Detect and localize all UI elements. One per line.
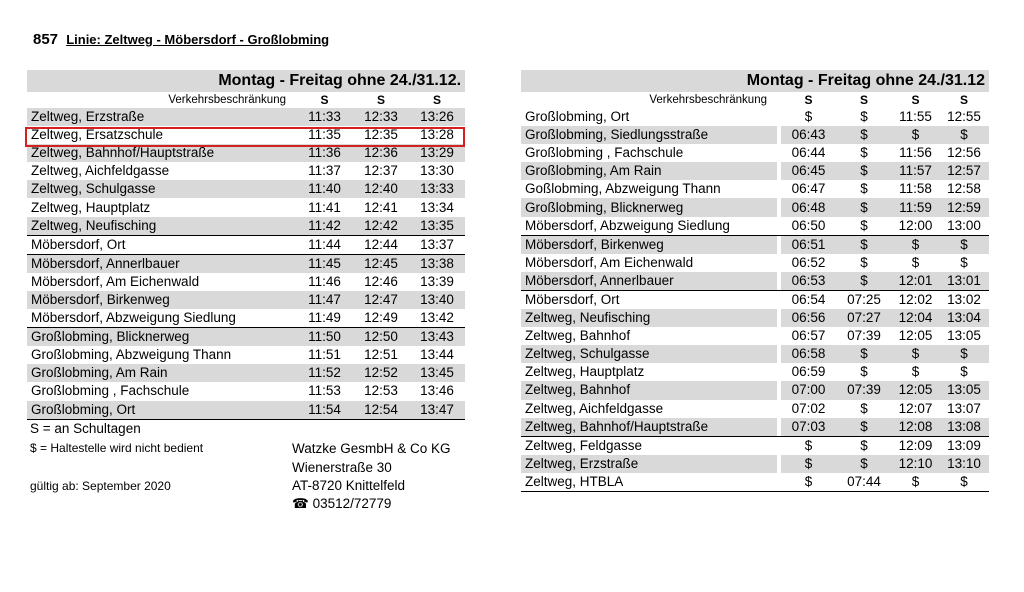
stop-name: Großlobming, Blicknerweg <box>521 198 777 216</box>
departure-time: 06:50 <box>791 217 826 233</box>
table-row <box>27 291 465 309</box>
departure-time: $ <box>911 364 920 380</box>
table-row <box>521 254 989 272</box>
departure-time: 12:57 <box>939 162 989 180</box>
departure-time: 13:28 <box>420 127 454 143</box>
table-row <box>521 436 989 455</box>
table-row <box>27 235 465 254</box>
departure-time: $ <box>781 455 836 473</box>
departure-time: 13:02 <box>939 290 989 309</box>
telephone-icon: ☎ <box>292 496 309 511</box>
departure-time: 11:53 <box>308 383 341 399</box>
departure-time: $ <box>860 364 868 380</box>
departure-time: $ <box>892 473 939 492</box>
departure-time: 06:47 <box>791 181 826 197</box>
table-row <box>521 235 989 254</box>
table-row <box>27 162 465 180</box>
departure-time: $ <box>860 217 868 233</box>
departure-time: 13:05 <box>939 381 989 399</box>
departure-time: $ <box>892 126 939 144</box>
departure-time: 11:56 <box>899 145 932 161</box>
departure-time: 13:44 <box>420 347 454 363</box>
departure-time: 13:33 <box>409 180 465 198</box>
departure-time: $ <box>939 473 989 492</box>
stop-name: Zeltweg, Hauptplatz <box>525 364 645 380</box>
departure-time: 06:53 <box>781 272 836 291</box>
departure-time: 13:45 <box>409 364 465 382</box>
table-row <box>521 217 989 236</box>
table-row <box>521 290 989 309</box>
table-row <box>27 364 465 382</box>
table-row <box>521 327 989 345</box>
table-row <box>521 345 989 363</box>
stop-name: Großlobming, Blicknerweg <box>27 328 296 347</box>
departure-time: $ <box>911 254 920 270</box>
timetable-right <box>521 70 989 492</box>
departure-time: 11:55 <box>899 109 932 125</box>
table-row <box>521 400 989 418</box>
departure-time: 11:36 <box>296 144 353 162</box>
table-row <box>27 108 465 126</box>
table-row <box>27 180 465 198</box>
stop-name: Möbersdorf, Am Eichenwald <box>31 273 200 289</box>
departure-time: 12:40 <box>353 180 409 198</box>
stop-name: Zeltweg, Aichfeldgasse <box>31 163 170 179</box>
departure-time: 13:38 <box>409 254 465 273</box>
departure-time: 07:03 <box>781 418 836 437</box>
table-row <box>27 309 465 328</box>
company-phone: 03512/72779 <box>312 496 392 511</box>
departure-time: $ <box>892 345 939 363</box>
departure-time: 13:42 <box>420 310 454 326</box>
departure-time: 11:35 <box>308 127 341 143</box>
departure-time: 12:02 <box>892 290 939 309</box>
departure-time: 12:33 <box>353 108 409 126</box>
table-row <box>521 108 989 126</box>
stop-name: Zeltweg, Neufisching <box>521 309 777 327</box>
departure-time: 13:05 <box>947 328 981 344</box>
departure-time: 07:44 <box>836 473 892 492</box>
departure-time: $ <box>836 345 892 363</box>
table-row <box>27 217 465 236</box>
departure-time: 12:51 <box>364 347 398 363</box>
stop-name: Möbersdorf, Ort <box>521 290 777 309</box>
departure-time: 11:41 <box>308 199 341 215</box>
stop-name: Zeltweg, Erzstraße <box>521 455 777 473</box>
departure-time: 12:56 <box>947 145 981 161</box>
departure-time: 06:54 <box>781 290 836 309</box>
departure-time: 12:42 <box>353 217 409 236</box>
table-row <box>521 363 989 381</box>
departure-time: $ <box>836 272 892 291</box>
restriction-code: S <box>911 93 920 107</box>
table-row <box>27 346 465 364</box>
highlight-box <box>25 127 465 147</box>
departure-time: 06:52 <box>791 254 826 270</box>
departure-time: 07:27 <box>836 309 892 327</box>
departure-time: 12:00 <box>898 217 933 233</box>
stop-name: Zeltweg, Aichfeldgasse <box>525 400 664 416</box>
restriction-label: Verkehrsbeschränkung <box>168 94 286 106</box>
table-row <box>27 401 465 420</box>
table-row <box>521 126 989 144</box>
table-row <box>27 273 465 291</box>
departure-time: $ <box>860 145 868 161</box>
departure-time: 11:33 <box>296 108 353 126</box>
departure-time: 13:35 <box>409 217 465 236</box>
note-not-served: $ = Haltestelle wird nicht bedient <box>30 441 204 455</box>
restriction-code: S <box>959 93 968 107</box>
departure-time: 11:51 <box>308 347 341 363</box>
stop-name: Zeltweg, Schulgasse <box>27 180 296 198</box>
stop-name: Großlobming, Siedlungsstraße <box>521 126 777 144</box>
departure-time: 11:44 <box>296 235 353 254</box>
stop-name: Möbersdorf, Ort <box>27 235 296 254</box>
restriction-row <box>521 92 989 108</box>
departure-time: $ <box>939 235 989 254</box>
stop-name: Zeltweg, Bahnhof/Hauptstraße <box>521 418 777 437</box>
stop-name: Großlobming, Am Rain <box>27 364 296 382</box>
departure-time: 12:08 <box>892 418 939 437</box>
departure-time: $ <box>781 436 836 455</box>
departure-time: 12:58 <box>947 181 981 197</box>
departure-time: 12:52 <box>353 364 409 382</box>
table-row <box>521 418 989 437</box>
departure-time: 12:59 <box>939 198 989 216</box>
departure-time: 12:37 <box>364 163 398 179</box>
departure-time: $ <box>781 473 836 492</box>
departure-time: $ <box>836 198 892 216</box>
note-school-days: S = an Schultagen <box>30 421 141 436</box>
table-row <box>521 455 989 473</box>
departure-time: $ <box>860 400 868 416</box>
departure-time: 12:05 <box>898 328 933 344</box>
departure-time: 12:05 <box>892 381 939 399</box>
departure-time: 13:10 <box>939 455 989 473</box>
departure-time: 13:09 <box>939 436 989 455</box>
stop-name: Zeltweg, Bahnhof/Hauptstraße <box>27 144 296 162</box>
departure-time: 13:46 <box>420 383 454 399</box>
route-line-label: Linie: Zeltweg - Möbersdorf - Großlobming <box>66 32 330 47</box>
restriction-code: S <box>320 93 329 107</box>
stop-name: Großlobming , Fachschule <box>31 383 190 399</box>
departure-time: 11:42 <box>296 217 353 236</box>
table-row <box>521 473 989 492</box>
departure-time: 07:00 <box>781 381 836 399</box>
departure-time: $ <box>804 109 813 125</box>
note-valid-from: gültig ab: September 2020 <box>30 479 171 493</box>
departure-time: 12:55 <box>947 109 981 125</box>
stop-name: Zeltweg, Schulgasse <box>521 345 777 363</box>
departure-time: $ <box>860 254 868 270</box>
departure-time: 13:30 <box>420 163 454 179</box>
departure-time: 13:39 <box>420 273 454 289</box>
departure-time: 12:07 <box>898 400 933 416</box>
route-number: 857 <box>33 31 59 48</box>
stop-name: Goßlobming, Abzweigung Thann <box>525 181 721 197</box>
restriction-code: S <box>376 93 385 107</box>
departure-time: $ <box>836 235 892 254</box>
stop-name: Großlobming, Ort <box>27 401 296 420</box>
stop-name: Möbersdorf, Abzweigung Siedlung <box>525 217 730 233</box>
company-phone-line <box>292 496 391 512</box>
departure-time: 11:47 <box>296 291 353 309</box>
departure-time: $ <box>939 345 989 363</box>
departure-time: 07:02 <box>791 400 826 416</box>
departure-time: 11:50 <box>296 328 353 347</box>
table-heading: Montag - Freitag ohne 24./31.12. <box>27 70 465 92</box>
departure-time: $ <box>960 364 968 380</box>
departure-time: $ <box>860 181 868 197</box>
departure-time: 12:01 <box>892 272 939 291</box>
departure-time: 11:37 <box>308 163 341 179</box>
departure-time: 13:04 <box>939 309 989 327</box>
departure-time: $ <box>836 455 892 473</box>
departure-time: 12:49 <box>364 310 398 326</box>
departure-time: 11:49 <box>308 310 341 326</box>
departure-time: $ <box>836 418 892 437</box>
timetable-left <box>27 70 465 420</box>
table-row <box>521 309 989 327</box>
departure-time: 13:47 <box>409 401 465 420</box>
departure-time: 11:54 <box>296 401 353 420</box>
table-row <box>521 198 989 216</box>
departure-time: 11:40 <box>296 180 353 198</box>
stop-name: Großlobming , Fachschule <box>525 145 684 161</box>
table-row <box>521 162 989 180</box>
departure-time: 13:08 <box>939 418 989 437</box>
departure-time: 06:59 <box>791 364 826 380</box>
table-row <box>521 180 989 198</box>
table-row <box>521 272 989 291</box>
departure-time: 11:58 <box>899 181 932 197</box>
departure-time: 13:26 <box>409 108 465 126</box>
departure-time: 11:59 <box>892 198 939 216</box>
departure-time: 12:10 <box>892 455 939 473</box>
departure-time: 13:40 <box>409 291 465 309</box>
departure-time: 06:44 <box>791 145 826 161</box>
stop-name: Möbersdorf, Annerlbauer <box>521 272 777 291</box>
departure-time: 12:53 <box>364 383 398 399</box>
stop-name: Großlobming, Abzweigung Thann <box>31 347 232 363</box>
departure-time: 13:34 <box>420 199 454 215</box>
stop-name: Zeltweg, Erzstraße <box>27 108 296 126</box>
departure-time: $ <box>836 162 892 180</box>
restriction-label: Verkehrsbeschränkung <box>649 94 767 106</box>
restriction-code: S <box>433 93 442 107</box>
departure-time: 06:48 <box>781 198 836 216</box>
departure-time: 13:29 <box>409 144 465 162</box>
departure-time: 06:58 <box>781 345 836 363</box>
stop-name: Möbersdorf, Birkenweg <box>521 235 777 254</box>
departure-time: $ <box>960 254 968 270</box>
stop-name: Großlobming, Am Rain <box>521 162 777 180</box>
departure-time: $ <box>939 126 989 144</box>
company-city: AT-8720 Knittelfeld <box>292 478 406 493</box>
departure-time: 12:35 <box>364 127 398 143</box>
departure-time: 13:07 <box>947 400 981 416</box>
restriction-code: S <box>859 93 868 107</box>
departure-time: 12:44 <box>353 235 409 254</box>
departure-time: 06:57 <box>791 328 826 344</box>
departure-time: 11:52 <box>296 364 353 382</box>
departure-time: 11:45 <box>296 254 353 273</box>
stop-name: Zeltweg, Ersatzschule <box>31 127 164 143</box>
departure-time: 13:43 <box>409 328 465 347</box>
stop-name: Möbersdorf, Annerlbauer <box>27 254 296 273</box>
departure-time: 07:39 <box>847 328 881 344</box>
table-row <box>521 144 989 162</box>
restriction-code: S <box>804 93 813 107</box>
departure-time: 06:56 <box>781 309 836 327</box>
stop-name: Zeltweg, HTBLA <box>521 473 777 492</box>
table-heading-row <box>521 70 989 92</box>
table-heading-row <box>27 70 465 92</box>
table-row <box>27 198 465 216</box>
restriction-row <box>27 92 465 108</box>
departure-time: 13:01 <box>939 272 989 291</box>
stop-name: Zeltweg, Feldgasse <box>521 436 777 455</box>
stop-name: Möbersdorf, Am Eichenwald <box>525 254 694 270</box>
company-street: Wienerstraße 30 <box>292 460 392 475</box>
departure-time: 07:25 <box>836 290 892 309</box>
stop-name: Zeltweg, Neufisching <box>27 217 296 236</box>
departure-time: 13:00 <box>947 217 981 233</box>
departure-time: 12:41 <box>364 199 398 215</box>
departure-time: 11:57 <box>892 162 939 180</box>
stop-name: Zeltweg, Bahnhof <box>525 328 631 344</box>
stop-name: Möbersdorf, Abzweigung Siedlung <box>31 310 236 326</box>
departure-time: 06:45 <box>781 162 836 180</box>
departure-time: $ <box>892 235 939 254</box>
table-row <box>27 382 465 400</box>
departure-time: 12:04 <box>892 309 939 327</box>
company-name: Watzke GesmbH & Co KG <box>292 441 451 456</box>
route-title <box>33 31 329 48</box>
departure-time: 12:36 <box>353 144 409 162</box>
departure-time: 12:09 <box>892 436 939 455</box>
departure-time: 06:51 <box>781 235 836 254</box>
departure-time: $ <box>836 436 892 455</box>
table-row <box>521 381 989 399</box>
departure-time: 07:39 <box>836 381 892 399</box>
departure-time: 12:47 <box>353 291 409 309</box>
departure-time: 12:46 <box>364 273 398 289</box>
departure-time: 12:45 <box>353 254 409 273</box>
departure-time: 11:46 <box>308 273 341 289</box>
stop-name: Möbersdorf, Birkenweg <box>27 291 296 309</box>
departure-time: 13:37 <box>409 235 465 254</box>
stop-name: Großlobming, Ort <box>525 109 630 125</box>
table-heading: Montag - Freitag ohne 24./31.12 <box>521 70 989 92</box>
table-row <box>27 254 465 273</box>
stop-name: Zeltweg, Bahnhof <box>521 381 777 399</box>
departure-time: 06:43 <box>781 126 836 144</box>
departure-time: $ <box>860 109 868 125</box>
departure-time: 12:54 <box>353 401 409 420</box>
table-row <box>27 328 465 347</box>
departure-time: 12:50 <box>353 328 409 347</box>
departure-time: $ <box>836 126 892 144</box>
stop-name: Zeltweg, Hauptplatz <box>31 199 151 215</box>
